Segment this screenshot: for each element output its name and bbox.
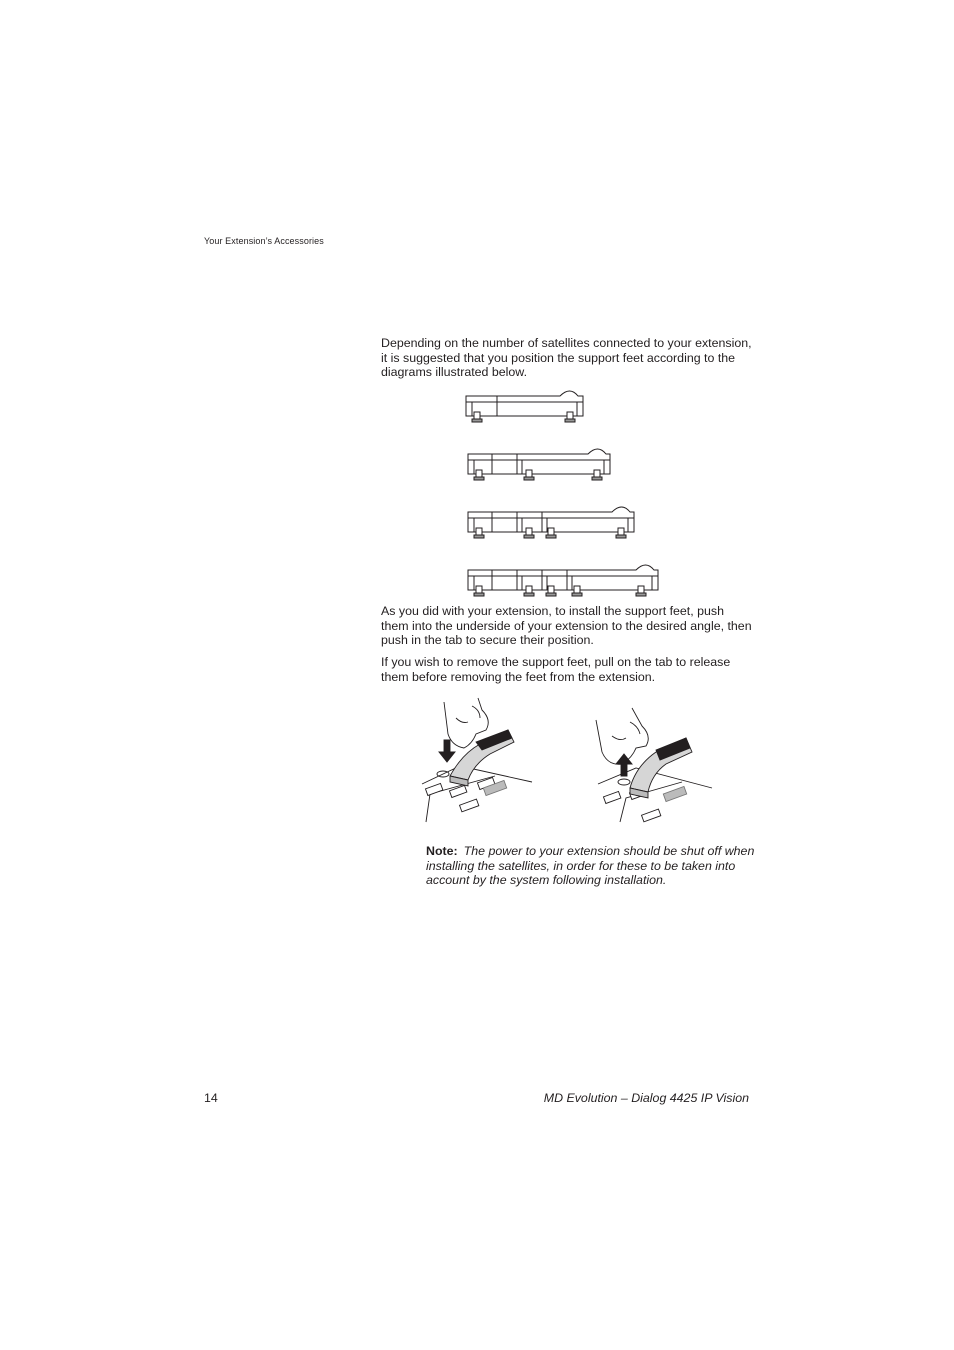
note-label: Note: [426,844,458,858]
intro-paragraph: Depending on the number of satellites connected to your extension, it is suggested that you position the support feet according to the diagrams illustrated below. [381,336,752,380]
config-extension-only [466,391,583,422]
remove-paragraph: If you wish to remove the support feet, pull on the tab to release them before removing the feet from the extension. [381,655,731,684]
install-illustration [420,694,540,826]
note-text: The power to your extension should be shut off when installing the satellites, in order for these to be taken into account by the system following installation. [426,844,755,888]
config-three-satellites [468,565,658,596]
arrow-down-icon [439,740,455,762]
support-feet-diagram [460,385,670,600]
config-one-satellite [468,449,610,480]
install-paragraph: As you did with your extension, to install the support feet, push them into the underside of your extension to the desired angle, then push in the tab to secure their position. [381,604,752,648]
document-title: MD Evolution – Dialog 4425 IP Vision [543,1091,749,1105]
arrow-up-icon [616,754,632,776]
note [426,844,756,888]
remove-illustration [592,706,717,830]
page-number: 14 [204,1091,218,1105]
running-head: Your Extension’s Accessories [204,236,324,246]
config-two-satellites [468,507,634,538]
